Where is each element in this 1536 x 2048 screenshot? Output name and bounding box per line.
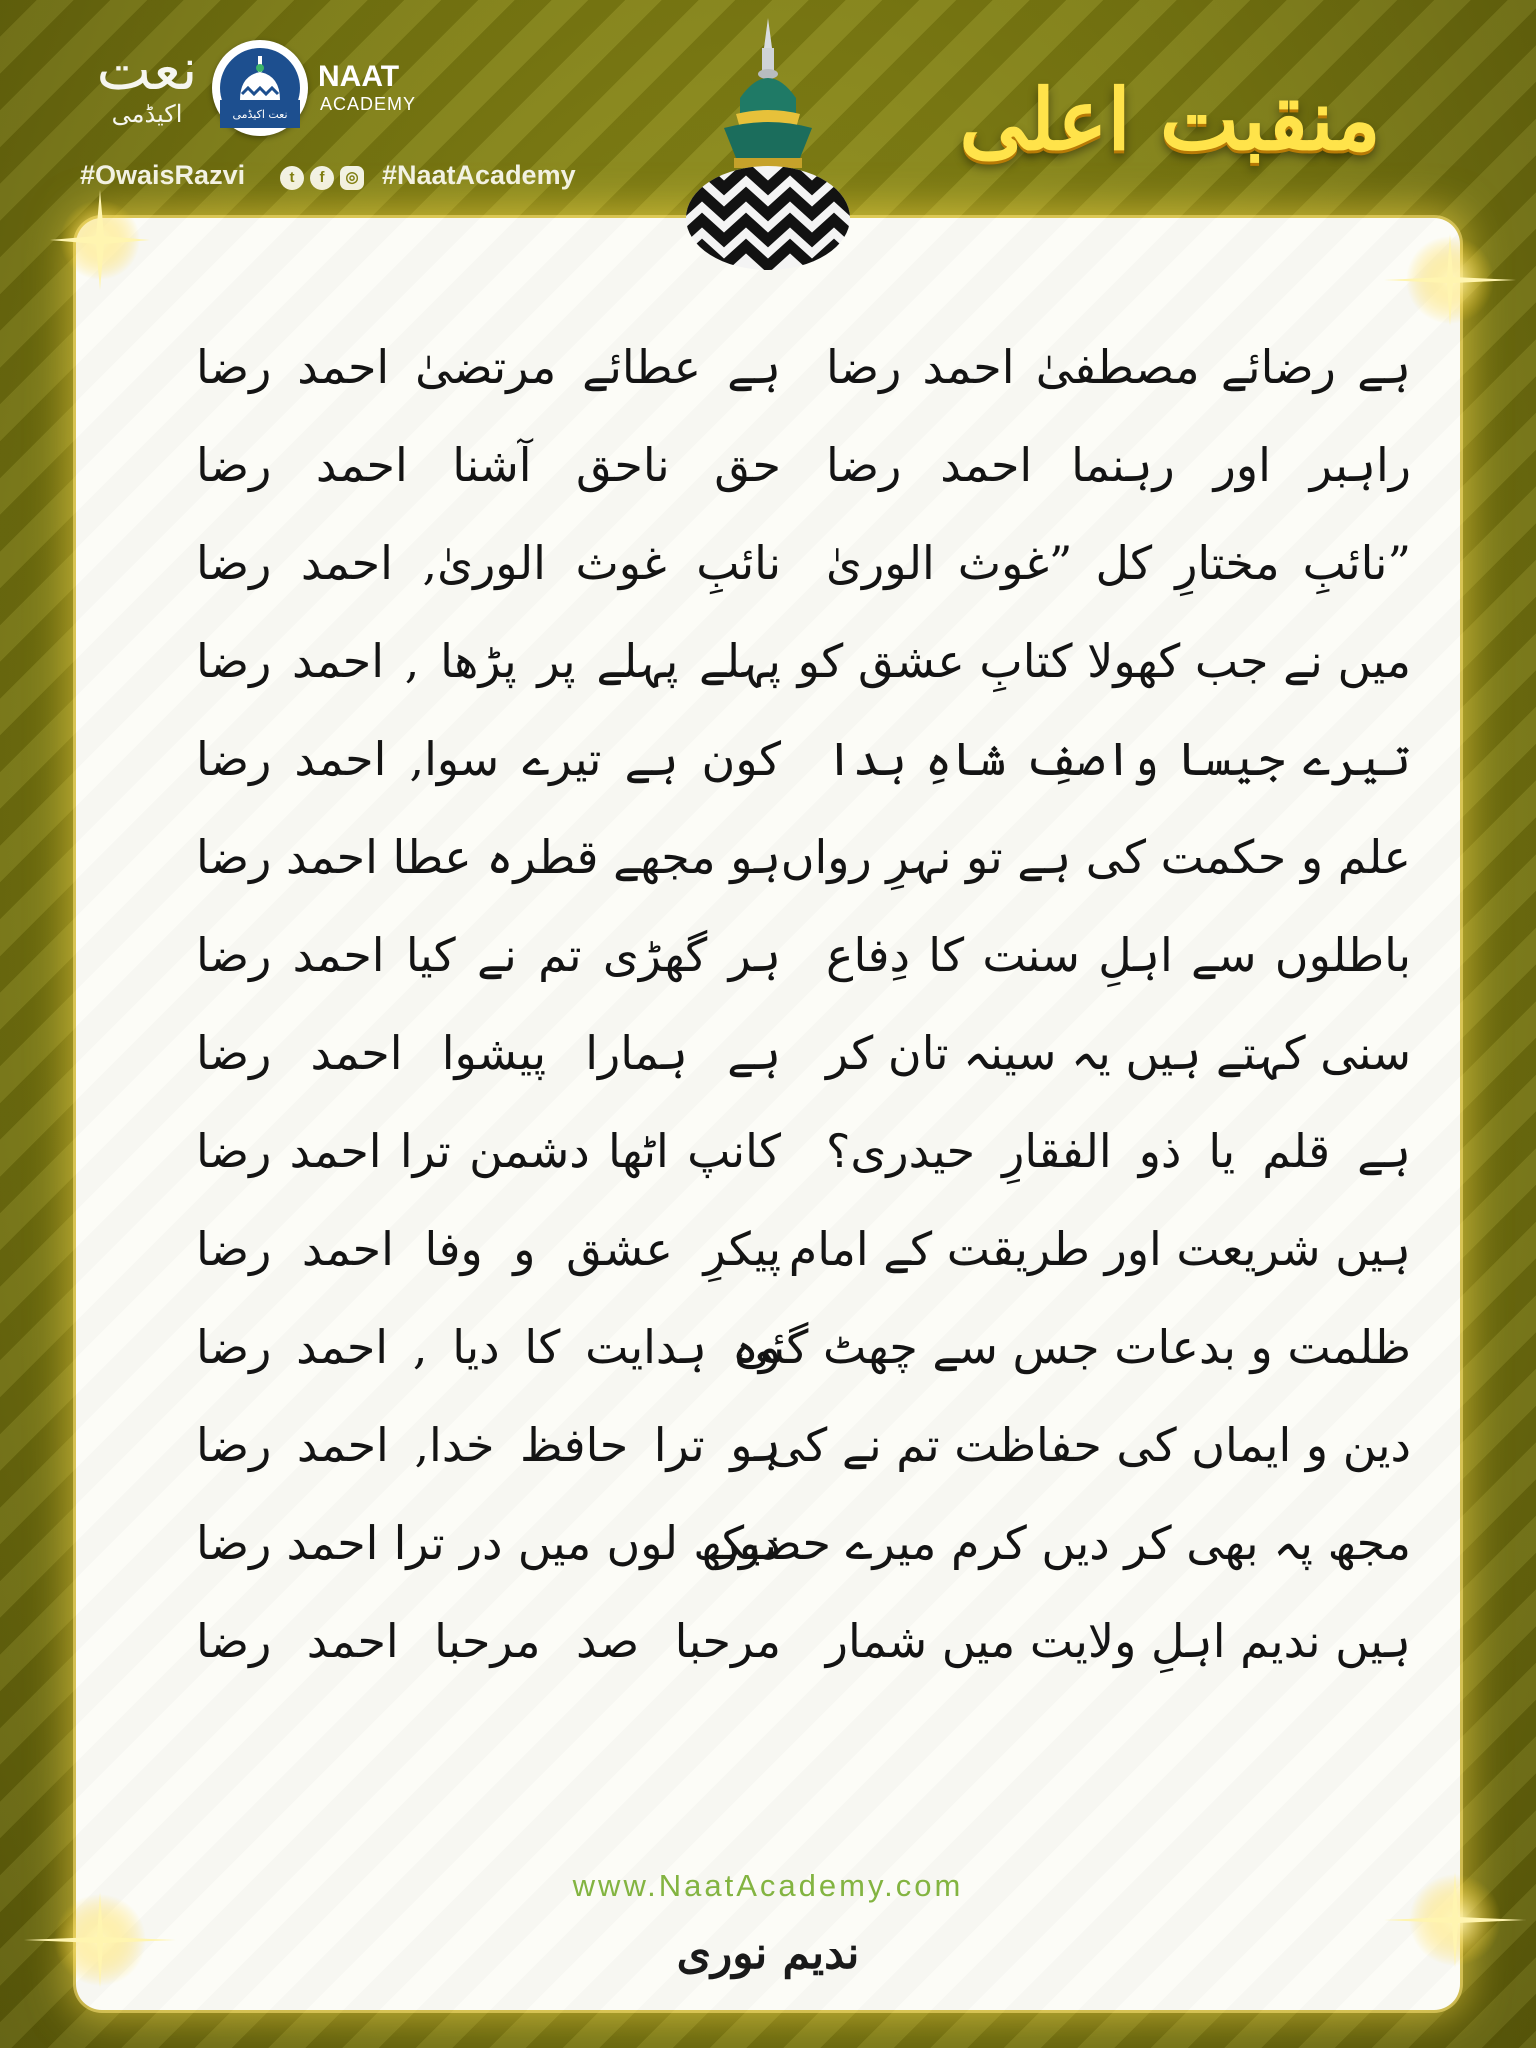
brand-subtitle: ACADEMY (320, 94, 417, 114)
verse-line: حق ناحق آشنا احمد رضا (196, 438, 781, 492)
verse-line: ہے ہمارا پیشوا احمد رضا (196, 1026, 781, 1080)
brand-name: NAAT (318, 60, 400, 93)
poem-right-column (716, 318, 1411, 1690)
naat-academy-urdu-logo (92, 35, 202, 136)
verse-line: وہ ہدایت کا دیا , احمد رضا (196, 1320, 781, 1374)
poet-name: ندیم نوری (676, 1928, 860, 1979)
verse-line: تیرے جیسا واصفِ شاہِ ہدا (826, 732, 1411, 786)
page-title: منقبت اعلی (959, 70, 1381, 169)
verse-line: مجھ پہ بھی کر دیں کرم میرے حضور (716, 1516, 1411, 1570)
verse-line: ”نائبِ مختارِ کل ”غوث الوریٰ (826, 536, 1411, 590)
hashtag-naat-academy[interactable]: #NaatAcademy (382, 160, 576, 190)
dome-logo-icon (220, 48, 300, 128)
instagram-icon[interactable]: ◎ (340, 166, 364, 190)
verse-line: ہے رضائے مصطفیٰ احمد رضا (826, 340, 1411, 394)
verse-line: ہے عطائے مرتضیٰ احمد رضا (196, 340, 781, 394)
twitter-icon[interactable]: t (280, 166, 304, 190)
verse-line: ہر گھڑی تم نے کیا احمد رضا (196, 928, 781, 982)
verse-line: ہیں شریعت اور طریقت کے امام (788, 1222, 1411, 1276)
verse-line: کانپ اٹھا دشمن ترا احمد رضا (196, 1124, 781, 1178)
verse-line: ہے قلم یا ذو الفقارِ حیدری؟ (826, 1124, 1411, 1178)
verse-line: نائبِ غوث الوریٰ, احمد رضا (196, 536, 781, 590)
logo-urdu-text: نعت (96, 35, 198, 103)
verse-line: راہبر اور رہنما احمد رضا (826, 438, 1411, 492)
poem-left-column (196, 318, 781, 1690)
naat-academy-logo (212, 40, 308, 136)
verse-line: ہو ترا حافظ خدا, احمد رضا (196, 1418, 781, 1472)
verse-line: میں نے جب کھولا کتابِ عشق کو (797, 634, 1411, 688)
verse-line: ہیں ندیم اہلِ ولایت میں شمار (825, 1614, 1411, 1668)
verse-line: ظلمت و بدعات جس سے چھٹ گئی (734, 1320, 1411, 1374)
hashtag-owais-razvi[interactable]: #OwaisRazvi (80, 160, 246, 190)
verse-line: پیکرِ عشق و وفا احمد رضا (196, 1222, 781, 1276)
verse-line: کون ہے تیرے سوا, احمد رضا (196, 732, 781, 786)
website-link[interactable]: www.NaatAcademy.com (572, 1868, 964, 1903)
facebook-icon[interactable]: f (310, 166, 334, 190)
verse-line: ہو مجھے قطرہ عطا احمد رضا (196, 830, 781, 884)
logo-badge-text: نعت اکیڈمی (232, 108, 288, 121)
verse-line: باطلوں سے اہلِ سنت کا دِفاع (826, 928, 1411, 982)
logo-urdu-small-text: اکیڈمی (111, 100, 183, 128)
verse-line: پہلے پہلے پر پڑھا , احمد رضا (196, 634, 781, 688)
poem-card (76, 218, 1460, 2010)
verse-line: دین و ایماں کی حفاظت تم نے کی (767, 1418, 1411, 1472)
verse-line: مرحبا صد مرحبا احمد رضا (196, 1614, 781, 1668)
verse-line: دیکھ لوں میں در ترا احمد رضا (196, 1516, 781, 1570)
verse-line: علم و حکمت کی ہے تو نہرِ رواں (780, 830, 1411, 884)
verse-line: سنی کہتے ہیں یہ سینہ تان کر (826, 1026, 1411, 1080)
dome-icon (680, 18, 856, 268)
